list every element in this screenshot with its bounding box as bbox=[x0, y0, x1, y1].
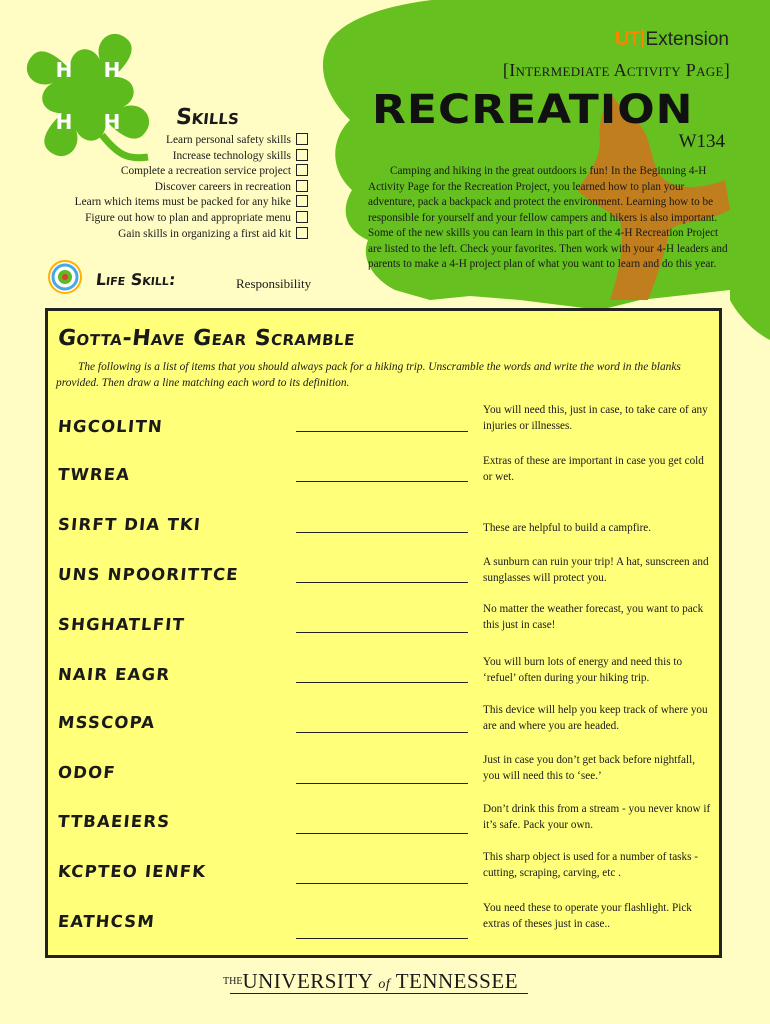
gear-scramble-instructions bbox=[56, 360, 716, 391]
life-skill-icon bbox=[48, 260, 82, 294]
skill-checkbox[interactable] bbox=[296, 149, 308, 161]
ut-logo-mark: UT bbox=[614, 28, 640, 50]
answer-blank[interactable] bbox=[296, 582, 468, 583]
answer-blank[interactable] bbox=[296, 682, 468, 683]
scrambled-word: SHGHATLFIT bbox=[57, 615, 186, 634]
skills-heading: Skills bbox=[174, 105, 241, 130]
skill-checkbox[interactable] bbox=[296, 227, 308, 239]
answer-blank[interactable] bbox=[296, 431, 468, 432]
university-logo bbox=[223, 969, 518, 994]
skill-label: Discover careers in recreation bbox=[154, 180, 291, 193]
activity-page-label: [Intermediate Activity Page] bbox=[502, 60, 730, 80]
scrambled-word: UNS NPOORITTCE bbox=[57, 565, 240, 584]
scrambled-word: SIRFT DIA TKI bbox=[57, 515, 202, 534]
answer-blank[interactable] bbox=[296, 883, 468, 884]
definition-text: Just in case you don’t get back before nightfall, you will need this to ‘see.’ bbox=[483, 754, 695, 782]
definition-text: A sunburn can ruin your trip! A hat, sunscreen and sunglasses will protect you. bbox=[483, 556, 709, 584]
svg-text:H: H bbox=[55, 58, 73, 82]
gear-scramble-title: Gotta-Have Gear Scramble bbox=[56, 326, 357, 351]
skill-item bbox=[75, 211, 308, 227]
skill-checkbox[interactable] bbox=[296, 211, 308, 223]
life-skill-value: Responsibility bbox=[236, 276, 312, 291]
skill-item bbox=[75, 149, 308, 165]
answer-blank[interactable] bbox=[296, 783, 468, 784]
instructions-text: The following is a list of items that you should always pack for a hiking trip. Unscramble the words and write the word in the blanks provided. Then draw a line matching each word to its definition. bbox=[56, 361, 681, 389]
footer-the: THE bbox=[223, 976, 243, 987]
answer-blank[interactable] bbox=[296, 833, 468, 834]
skill-checkbox[interactable] bbox=[296, 195, 308, 207]
skill-label: Gain skills in organizing a first aid kit bbox=[118, 227, 291, 240]
definition-text: You will need this, just in case, to take care of any injuries or illnesses. bbox=[483, 404, 708, 432]
skill-label: Increase technology skills bbox=[172, 149, 291, 162]
intro-paragraph bbox=[368, 164, 728, 273]
footer-rule bbox=[230, 993, 528, 994]
scrambled-word: TTBAEIERS bbox=[57, 812, 172, 831]
page-title: RECREATION bbox=[372, 86, 694, 133]
skill-checkbox[interactable] bbox=[296, 180, 308, 192]
answer-blank[interactable] bbox=[296, 532, 468, 533]
skill-label: Complete a recreation service project bbox=[120, 165, 291, 178]
answer-blank[interactable] bbox=[296, 632, 468, 633]
scrambled-word: MSSCOPA bbox=[57, 713, 157, 732]
definition-text: No matter the weather forecast, you want to pack this just in case! bbox=[483, 603, 704, 631]
publication-code: W134 bbox=[678, 131, 725, 152]
skill-checkbox[interactable] bbox=[296, 164, 308, 176]
footer-university: UNIVERSITY bbox=[242, 969, 373, 993]
skill-item bbox=[75, 227, 308, 243]
definition-text: Extras of these are important in case you get cold or wet. bbox=[483, 455, 704, 483]
scrambled-word: EATHCSM bbox=[57, 912, 156, 931]
skill-item bbox=[75, 164, 308, 180]
definition-text: Don’t drink this from a stream - you never know if it’s safe. Pack your own. bbox=[483, 803, 711, 831]
definition-text: You need these to operate your flashlight. Pick extras of theses just in case.. bbox=[483, 902, 692, 930]
ut-extension-logo bbox=[615, 28, 729, 51]
skill-label: Learn personal safety skills bbox=[166, 134, 291, 146]
svg-text:H: H bbox=[55, 110, 73, 134]
scrambled-word: KCPTEO IENFK bbox=[57, 862, 208, 881]
definition-text: This sharp object is used for a number of tasks - cutting, scraping, carving, etc . bbox=[483, 851, 698, 879]
skills-list bbox=[75, 133, 308, 242]
svg-text:H: H bbox=[103, 110, 121, 134]
scrambled-word: HGCOLITN bbox=[57, 417, 164, 436]
definition-text: You will burn lots of energy and need this to ‘refuel’ often during your hiking trip. bbox=[483, 656, 683, 684]
skill-checkbox[interactable] bbox=[296, 133, 308, 145]
logo-separator bbox=[642, 29, 644, 48]
life-skill-label: Life Skill: bbox=[95, 270, 177, 289]
scrambled-word: TWREA bbox=[57, 465, 132, 484]
extension-label: Extension bbox=[645, 29, 729, 50]
definition-text: These are helpful to build a campfire. bbox=[483, 522, 652, 534]
skill-label: Learn which items must be packed for any hike bbox=[74, 196, 291, 209]
answer-blank[interactable] bbox=[296, 938, 468, 939]
answer-blank[interactable] bbox=[296, 481, 468, 482]
footer-tennessee: TENNESSEE bbox=[395, 969, 519, 993]
skill-label: Figure out how to plan and appropriate menu bbox=[85, 211, 291, 224]
scrambled-word: ODOF bbox=[57, 763, 117, 782]
answer-blank[interactable] bbox=[296, 732, 468, 733]
skill-item bbox=[75, 195, 308, 211]
skill-item bbox=[75, 133, 308, 149]
skill-item bbox=[75, 180, 308, 196]
scrambled-word: NAIR EAGR bbox=[57, 665, 172, 684]
footer-of: of bbox=[378, 977, 391, 992]
intro-text: Camping and hiking in the great outdoors is fun! In the Beginning 4-H Activity Page for the Recreation Project, you learned how to plan your adventure, pack a backpack and protect the environment. Learning how to be responsible for yourself and your fellow campers and hikers is also important. Some of the new skills you can learn in this part of the 4-H Recreation Project are listed to the left. Check your favorites. Then work with your 4-H leaders and parents to make a 4-H project plan of what you want to learn and do this year. bbox=[368, 165, 728, 270]
svg-text:H: H bbox=[103, 58, 121, 82]
definition-text: This device will help you keep track of where you are and where you are headed. bbox=[483, 704, 708, 732]
